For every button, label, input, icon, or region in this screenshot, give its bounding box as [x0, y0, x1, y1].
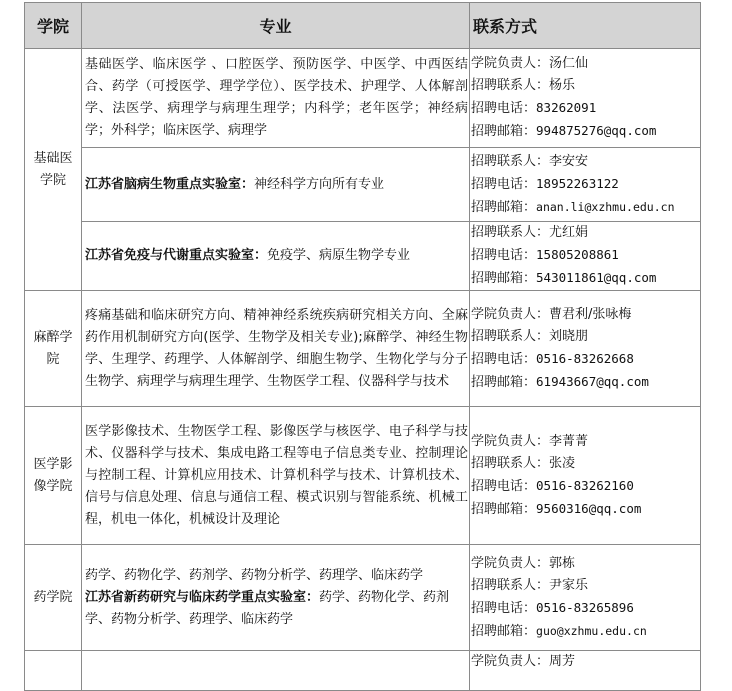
dean-value: 汤仁仙	[549, 56, 589, 71]
contact-person-value: 张凌	[549, 455, 576, 471]
majors-immune-lab	[82, 222, 470, 291]
contact-person-label: 招聘联系人：	[471, 78, 550, 93]
contact-person-label: 招聘联系人：	[471, 225, 550, 240]
contact-person-value: 李安安	[549, 153, 589, 169]
contact-person-value: 杨乐	[549, 78, 576, 93]
email-link[interactable]: 61943667@qq.com	[536, 373, 649, 389]
phone-value: 0516-83265896	[536, 599, 634, 615]
dean-value: 郭栋	[549, 555, 576, 571]
phone-label: 招聘电话：	[471, 176, 537, 192]
college-imaging: 医学影像学院	[25, 407, 82, 545]
phone-label: 招聘电话：	[471, 101, 537, 116]
email-link[interactable]: 9560316@qq.com	[536, 500, 642, 516]
table-row	[25, 545, 701, 651]
contact-person-value: 刘晓朋	[549, 328, 589, 344]
email-label: 招聘邮箱：	[471, 124, 537, 139]
majors-imaging: 医学影像技术、生物医学工程、影像医学与核医学、电子科学与技术、仪器科学与技术、集成电路工程等电子信息类专业、控制理论与控制工程、计算机应用技术、计算机科学与技术、计算机技术、信号与信息处理、信息与通信工程、模式识别与智能系统、机械工程，机电一体化，机械设计及理论	[82, 407, 470, 545]
recruitment-table	[24, 2, 701, 691]
lab-majors: 神经科学方向所有专业	[254, 176, 385, 192]
contact-pharmacy	[470, 545, 701, 651]
majors-pharmacy	[82, 545, 470, 651]
phone-value: 18952263122	[536, 175, 619, 191]
college-pharmacy: 药学院	[25, 545, 82, 651]
email-link[interactable]: guo@xzhmu.edu.cn	[536, 623, 647, 638]
email-label: 招聘邮箱：	[471, 199, 537, 215]
college-next	[25, 651, 82, 691]
contact-person-label: 招聘联系人：	[471, 153, 550, 169]
dean-label: 学院负责人：	[471, 654, 550, 669]
contact-anesthesiology	[470, 291, 701, 407]
email-link[interactable]: anan.li@xzhmu.edu.cn	[536, 199, 675, 214]
lab-majors: 药学、药物化学、药剂学、药物分析学、药理学、临床药学	[85, 589, 450, 627]
contact-brain-lab	[470, 148, 701, 222]
college-basic-medicine: 基础医学院	[25, 49, 82, 291]
phone-label: 招聘电话：	[471, 248, 537, 263]
dean-label: 学院负责人：	[471, 555, 550, 571]
dean-label: 学院负责人：	[471, 306, 550, 322]
email-label: 招聘邮箱：	[471, 374, 537, 390]
email-label: 招聘邮箱：	[471, 271, 537, 286]
table-row	[25, 291, 701, 407]
phone-label: 招聘电话：	[471, 478, 537, 494]
phone-value: 0516-83262668	[536, 350, 634, 366]
email-link[interactable]: 994875276@qq.com	[536, 123, 657, 138]
college-anesthesiology: 麻醉学院	[25, 291, 82, 407]
lab-name: 江苏省免疫与代谢重点实验室：	[85, 248, 268, 263]
majors-next	[82, 651, 470, 691]
table-row	[25, 148, 701, 222]
phone-value: 83262091	[536, 100, 597, 115]
phone-label: 招聘电话：	[471, 351, 537, 367]
lab-majors: 免疫学、病原生物学专业	[267, 248, 411, 263]
dean-value: 周芳	[549, 654, 576, 669]
phone-value: 15805208861	[536, 247, 619, 262]
majors-anesthesiology: 疼痛基础和临床研究方向、精神神经系统疾病研究相关方向、全麻药作用机制研究方向(医学、生物学及相关专业);麻醉学、神经生物学、生理学、药理学、人体解剖学、细胞生物学、生物化学与分子生物学、病理学与病理生理学、生物医学工程、仪器科学与技术	[82, 291, 470, 407]
phone-label: 招聘电话：	[471, 600, 537, 616]
contact-person-label: 招聘联系人：	[471, 577, 550, 593]
contact-person-label: 招聘联系人：	[471, 455, 550, 471]
contact-person-value: 尹家乐	[549, 577, 589, 593]
dean-value: 李菁菁	[549, 433, 589, 449]
contact-person-value: 尤红娟	[549, 225, 589, 240]
header-contact: 联系方式	[470, 3, 701, 49]
majors-basic-medicine: 基础医学、临床医学 、口腔医学、预防医学、中医学、中西医结合、药学（可授医学、理学学位）、医学技术、护理学、人体解剖学、法医学、病理学与病理生理学；内科学；老年医学；神经病学；外科学；临床医学、病理学	[82, 49, 470, 148]
email-label: 招聘邮箱：	[471, 501, 537, 517]
table-header-row	[25, 3, 701, 49]
email-link[interactable]: 543011861@qq.com	[536, 270, 657, 285]
contact-immune-lab	[470, 222, 701, 291]
dean-value: 曹君利/张咏梅	[549, 306, 632, 322]
dean-label: 学院负责人：	[471, 56, 550, 71]
phone-value: 0516-83262160	[536, 477, 634, 493]
contact-person-label: 招聘联系人：	[471, 328, 550, 344]
table-row	[25, 222, 701, 291]
lab-name: 江苏省脑病生物重点实验室：	[85, 176, 255, 192]
contact-basic-medicine	[470, 49, 701, 148]
dean-label: 学院负责人：	[471, 433, 550, 449]
lab-name: 江苏省新药研究与临床药学重点实验室：	[85, 589, 320, 605]
table-row	[25, 49, 701, 148]
table-row	[25, 407, 701, 545]
email-label: 招聘邮箱：	[471, 623, 537, 639]
header-major: 专业	[82, 3, 470, 49]
table-row	[25, 651, 701, 691]
header-college: 学院	[25, 3, 82, 49]
contact-imaging	[470, 407, 701, 545]
majors-brain-lab	[82, 148, 470, 222]
contact-next	[470, 651, 701, 691]
pharmacy-majors: 药学、药物化学、药剂学、药物分析学、药理学、临床药学	[85, 567, 424, 583]
